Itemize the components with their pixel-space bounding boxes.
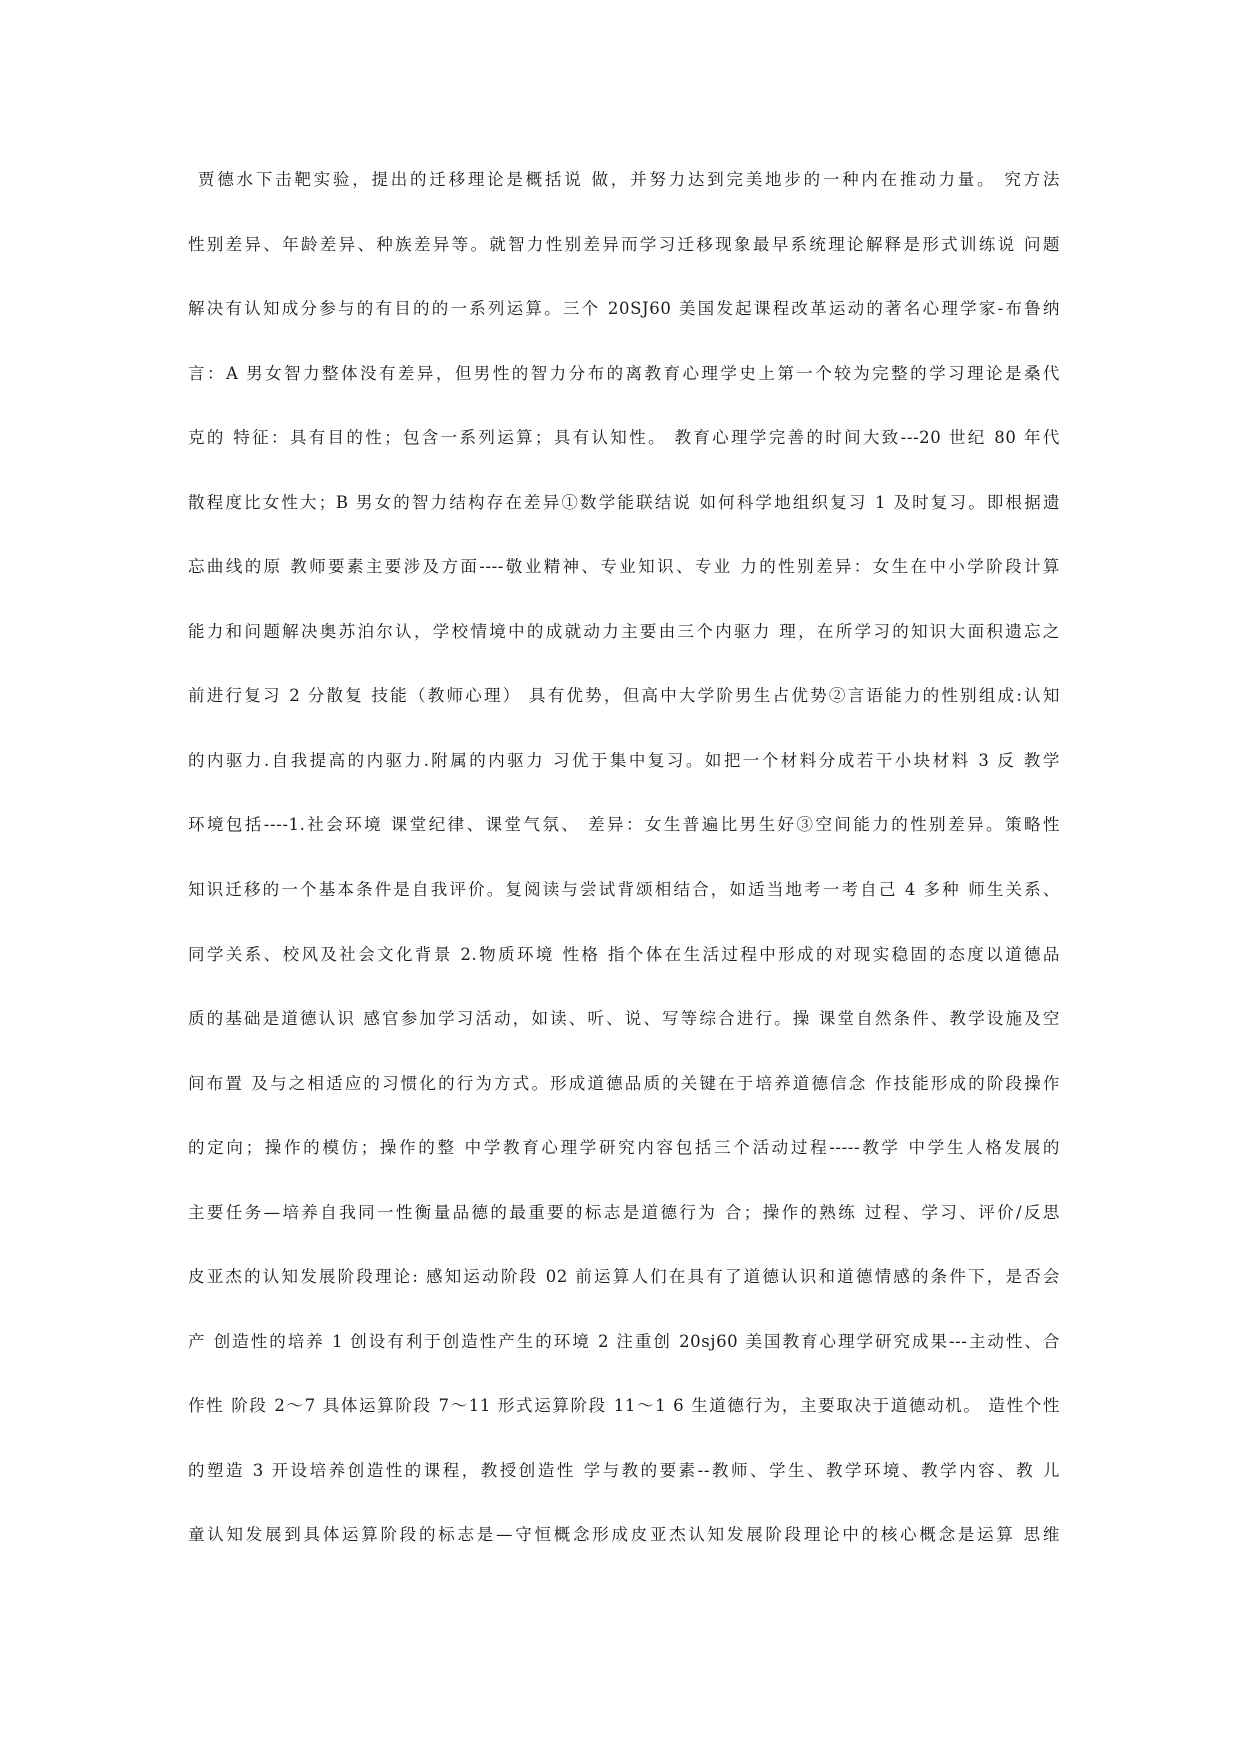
text-line: 主要任务—培养自我同一性衡量品德的最重要的标志是道德行为 合；操作的熟练 过程、学习、评价/反思: [188, 1202, 1060, 1222]
text-line: 能力和问题解决奥苏泊尔认，学校情境中的成就动力主要由三个内驱力 理，在所学习的知识大面积遗忘之: [188, 621, 1060, 641]
text-line: 产 创造性的培养 1 创设有利于创造性产生的环境 2 注重创 20sj60 美国教育心理学研究成果---主动性、合: [188, 1331, 1060, 1351]
text-line: 言：A 男女智力整体没有差异，但男性的智力分布的离教育心理学史上第一个较为完整的学习理论是桑代: [188, 363, 1060, 383]
text-line: 的定向；操作的模仿；操作的整 中学教育心理学研究内容包括三个活动过程-----教学 中学生人格发展的: [188, 1138, 1060, 1158]
text-line: 童认知发展到具体运算阶段的标志是—守恒概念形成皮亚杰认知发展阶段理论中的核心概念是运算 思维: [188, 1525, 1060, 1545]
text-line: 性别差异、年龄差异、种族差异等。就智力性别差异而学习迁移现象最早系统理论解释是形式训练说 问题: [188, 234, 1060, 254]
text-line: 贾德水下击靶实验，提出的迁移理论是概括说 做，并努力达到完美地步的一种内在推动力量。 究方法: [198, 170, 1060, 189]
text-line: 间布置 及与之相适应的习惯化的行为方式。形成道德品质的关键在于培养道德信念 作技能形成的阶段操作: [188, 1073, 1060, 1093]
text-line: 忘曲线的原 教师要素主要涉及方面----敬业精神、专业知识、专业 力的性别差异：女生在中小学阶段计算: [188, 557, 1060, 577]
text-line: 前进行复习 2 分散复 技能（教师心理） 具有优势，但高中大学阶男生占优势②言语能力的性别组成:认知: [188, 686, 1060, 706]
text-line: 皮亚杰的认知发展阶段理论: 感知运动阶段 02 前运算人们在具有了道德认识和道德情感的条件下，是否会: [188, 1267, 1060, 1287]
text-line: 环境包括----1.社会环境 课堂纪律、课堂气氛、 差异：女生普遍比男生好③空间能力的性别差异。策略性: [188, 815, 1060, 835]
text-line: 的塑造 3 开设培养创造性的课程，教授创造性 学与教的要素--教师、学生、教学环境、教学内容、教 儿: [188, 1460, 1060, 1480]
text-line: 同学关系、校风及社会文化背景 2.物质环境 性格 指个体在生活过程中形成的对现实稳固的态度以道德品: [188, 944, 1060, 964]
text-line: 克的 特征：具有目的性；包含一系列运算；具有认知性。 教育心理学完善的时间大致---20 世纪 80 年代: [188, 428, 1060, 448]
text-line: 散程度比女性大；B 男女的智力结构存在差异①数学能联结说 如何科学地组织复习 1 及时复习。即根据遗: [188, 492, 1060, 512]
text-line: 作性 阶段 2～7 具体运算阶段 7～11 形式运算阶段 11～1 6 生道德行为，主要取决于道德动机。 造性个性: [188, 1396, 1060, 1416]
body-text: [188, 168, 1060, 1588]
text-line: 的内驱力.自我提高的内驱力.附属的内驱力 习优于集中复习。如把一个材料分成若干小块材料 3 反 教学: [188, 750, 1060, 770]
text-line: 质的基础是道德认识 感官参加学习活动，如读、听、说、写等综合进行。操 课堂自然条件、教学设施及空: [188, 1009, 1060, 1029]
text-line: 知识迁移的一个基本条件是自我评价。复阅读与尝试背颂相结合，如适当地考一考自己 4 多种 师生关系、: [188, 880, 1060, 900]
text-line: 解决有认知成分参与的有目的的一系列运算。三个 20SJ60 美国发起课程改革运动的著名心理学家-布鲁纳: [188, 299, 1060, 319]
